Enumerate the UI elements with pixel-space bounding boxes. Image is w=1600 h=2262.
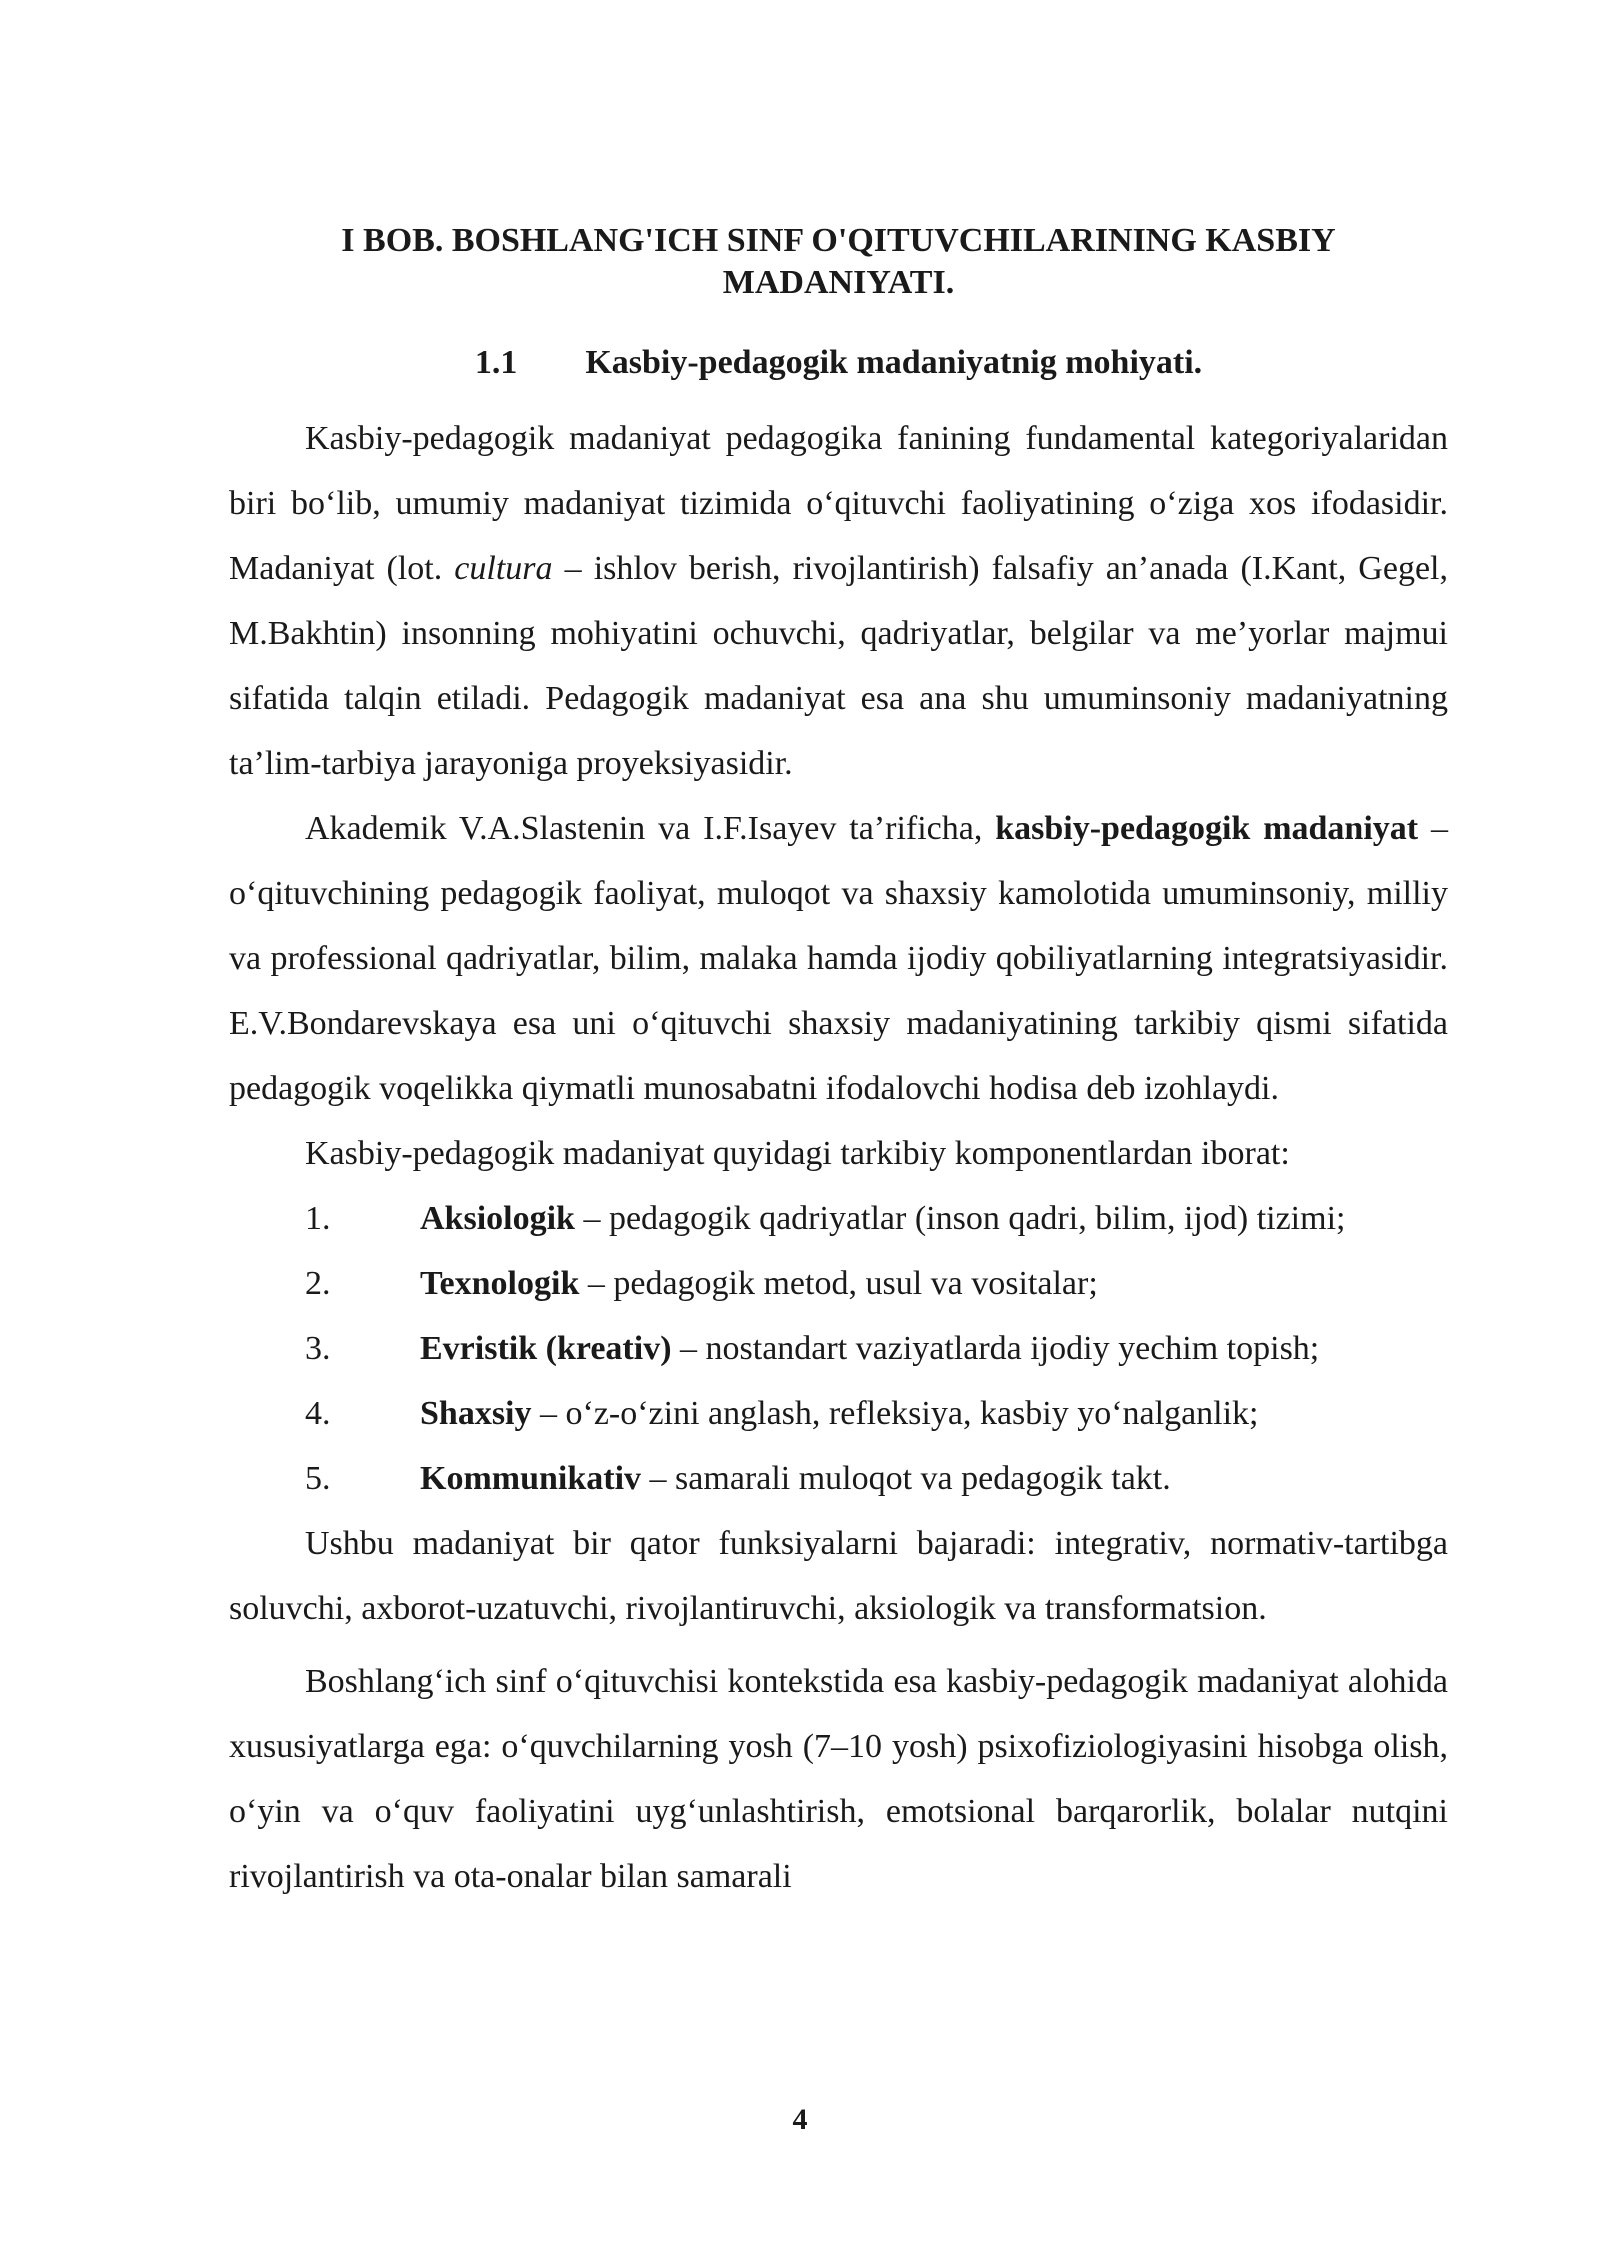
- list-item-term: Kommunikativ: [420, 1460, 642, 1497]
- list-item: [229, 1316, 1448, 1381]
- list-item-number: 1.: [305, 1200, 331, 1237]
- latin-term: cultura: [454, 550, 553, 587]
- section-title: Kasbiy-pedagogik madaniyatnig mohiyati.: [585, 344, 1203, 381]
- list-item-number: 5.: [305, 1460, 331, 1497]
- list-item: [229, 1381, 1448, 1446]
- defined-term: kasbiy-pedagogik madaniyat: [995, 810, 1419, 847]
- chapter-title: I BOB. BOSHLANG'ICH SINF O'QITUVCHILARINING KASBIY MADANIYATI.: [341, 222, 1336, 301]
- list-item-term: Texnologik: [420, 1265, 580, 1302]
- list-item-description: – o‘z-o‘zini anglash, refleksiya, kasbiy yo‘nalganlik;: [531, 1395, 1259, 1432]
- page-number: 4: [792, 2103, 808, 2136]
- list-item-term: Evristik (kreativ): [420, 1330, 672, 1367]
- paragraph-text: – ishlov berish, rivojlantirish) falsafiy an’anada (I.Kant, Gegel, M.Bakhtin) insonning mohiyatini ochuvchi, qadriyatlar, belgilar va me’yorlar majmui sifatida talqin etiladi. Pedagogik madaniyat esa ana shu umuminsoniy madaniyatning ta’lim-tarbiya jarayoniga proyeksiyasidir.: [229, 550, 1448, 782]
- list-item-description: – nostandart vaziyatlarda ijodiy yechim topish;: [671, 1330, 1320, 1367]
- paragraph-text: Kasbiy-pedagogik madaniyat pedagogika fanining fundamental kategoriyalaridan biri bo‘lib, umumiy madaniyat tizimida o‘qituvchi faoliyatining o‘ziga xos ifodasidir. Madaniyat (lot.: [229, 420, 1448, 587]
- paragraph-primary-teacher-context: Boshlang‘ich sinf o‘qituvchisi kontekstida esa kasbiy-pedagogik madaniyat alohida xususiyatlarga ega: o‘quvchilarning yosh (7–10 yosh) psixofiziologiyasini hisobga olish, o‘yin va o‘quv faoliyatini uyg‘unlashtirish, emotsional barqarorlik, bolalar nutqini rivojlantirish va ota-onalar bilan samarali: [229, 1663, 1448, 1895]
- list-item-description: – samarali muloqot va pedagogik takt.: [641, 1460, 1171, 1497]
- paragraph-components-intro: Kasbiy-pedagogik madaniyat quyidagi tarkibiy komponentlardan iborat:: [305, 1135, 1290, 1172]
- list-item-term: Aksiologik: [420, 1200, 575, 1237]
- paragraph-functions: Ushbu madaniyat bir qator funksiyalarni bajaradi: integrativ, normativ-tartibga soluvchi, axborot-uzatuvchi, rivojlantiruvchi, aksiologik va transformatsion.: [229, 1525, 1448, 1627]
- paragraph-slastenin-definition: [229, 796, 1448, 1121]
- components-list: [229, 1186, 1448, 1511]
- list-item-number: 4.: [305, 1395, 331, 1432]
- list-item: [229, 1186, 1448, 1251]
- list-item-number: 3.: [305, 1330, 331, 1367]
- list-item-term: Shaxsiy: [420, 1395, 532, 1432]
- list-item-description: – pedagogik qadriyatlar (inson qadri, bilim, ijod) tizimi;: [574, 1200, 1346, 1237]
- section-number: 1.1: [474, 344, 518, 381]
- paragraph-text: Akademik V.A.Slastenin va I.F.Isayev ta’rificha,: [305, 810, 996, 847]
- paragraph-culture-definition: [229, 406, 1448, 796]
- list-item-number: 2.: [305, 1265, 331, 1302]
- list-item-description: – pedagogik metod, usul va vositalar;: [579, 1265, 1098, 1302]
- paragraph-text: – o‘qituvchining pedagogik faoliyat, muloqot va shaxsiy kamolotida umuminsoniy, milliy va professional qadriyatlar, bilim, malaka hamda ijodiy qobiliyatlarning integratsiyasidir. E.V.Bondarevskaya esa uni o‘qituvchi shaxsiy madaniyatining tarkibiy qismi sifatida pedagogik voqelikka qiymatli munosabatni ifodalovchi hodisa deb izohlaydi.: [229, 810, 1449, 1107]
- list-item: [229, 1251, 1448, 1316]
- section-heading: [229, 342, 1448, 384]
- list-item: [229, 1446, 1448, 1511]
